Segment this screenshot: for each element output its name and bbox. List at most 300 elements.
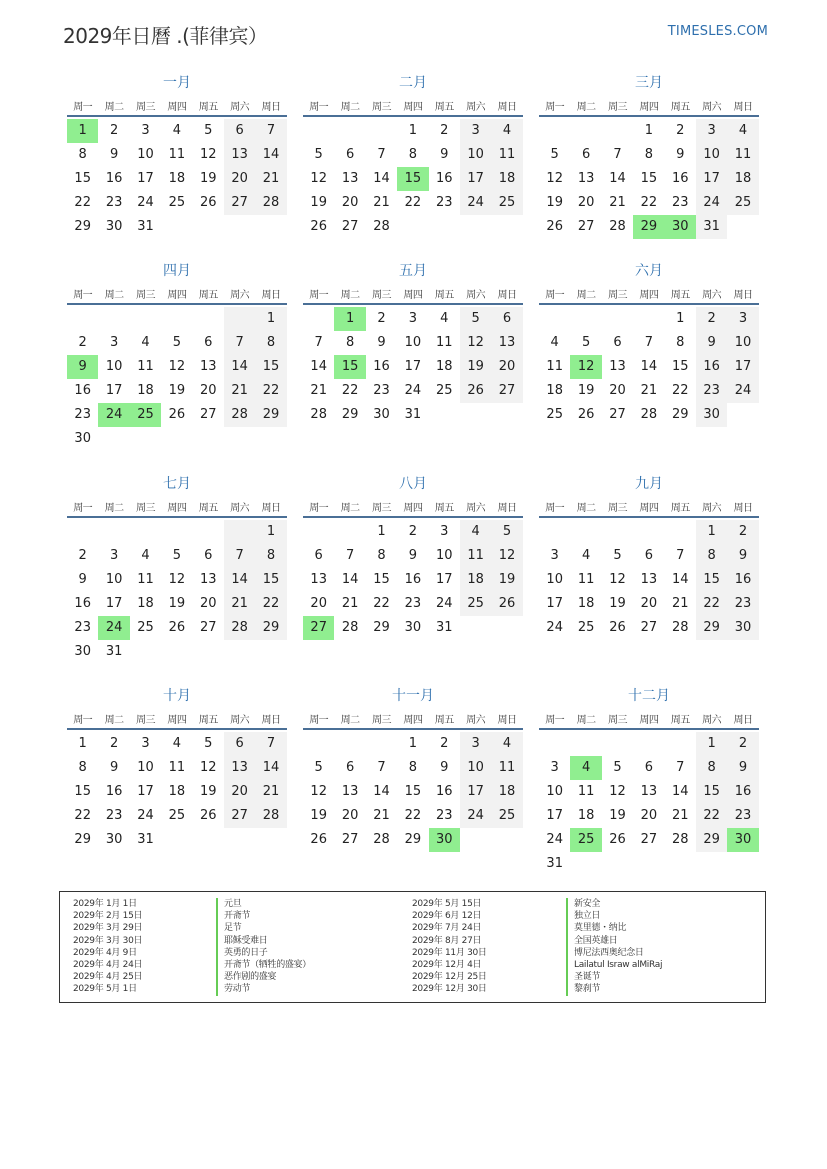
day-cell[interactable]: 19 bbox=[546, 195, 563, 210]
day-cell[interactable]: 28 bbox=[341, 620, 359, 635]
day-cell[interactable]: 13 bbox=[577, 171, 595, 186]
day-cell[interactable]: 26 bbox=[460, 379, 491, 403]
day-cell[interactable]: 6 bbox=[314, 548, 323, 563]
day-cell[interactable]: 3 bbox=[550, 760, 559, 775]
day-cell[interactable]: 17 bbox=[105, 383, 123, 398]
day-cell[interactable]: 18 bbox=[137, 383, 154, 398]
day-cell[interactable]: 1 bbox=[696, 520, 727, 544]
day-cell[interactable]: 19 bbox=[168, 383, 186, 398]
day-cell[interactable]: 28 bbox=[255, 804, 286, 828]
day-cell[interactable]: 24 bbox=[404, 383, 422, 398]
day-cell[interactable]: 2 bbox=[676, 123, 685, 138]
day-cell[interactable]: 9 bbox=[440, 760, 449, 775]
day-cell[interactable]: 31 bbox=[137, 832, 154, 847]
day-cell[interactable]: 10 bbox=[404, 335, 422, 350]
day-cell[interactable]: 20 bbox=[310, 596, 327, 611]
day-cell[interactable]: 13 bbox=[491, 331, 522, 355]
day-cell[interactable]: 7 bbox=[676, 548, 685, 563]
day-cell[interactable]: 9 bbox=[78, 572, 87, 587]
day-cell[interactable]: 5 bbox=[204, 123, 213, 138]
day-cell[interactable]: 27 bbox=[199, 407, 217, 422]
day-cell[interactable]: 20 bbox=[640, 808, 658, 823]
day-cell[interactable]: 13 bbox=[609, 359, 626, 374]
day-cell[interactable]: 10 bbox=[105, 572, 123, 587]
day-cell[interactable]: 4 bbox=[440, 311, 449, 326]
day-cell[interactable]: 11 bbox=[168, 760, 186, 775]
day-cell[interactable]: 18 bbox=[727, 167, 758, 191]
day-cell[interactable]: 25 bbox=[168, 808, 186, 823]
day-cell[interactable]: 21 bbox=[373, 195, 390, 210]
day-cell[interactable]: 8 bbox=[377, 548, 386, 563]
day-cell[interactable]: 16 bbox=[373, 359, 390, 374]
day-cell[interactable]: 9 bbox=[109, 760, 119, 775]
day-cell[interactable]: 15 bbox=[640, 171, 658, 186]
day-cell[interactable]: 23 bbox=[435, 195, 453, 210]
day-cell[interactable]: 19 bbox=[310, 808, 327, 823]
day-cell[interactable]: 11 bbox=[577, 572, 595, 587]
day-cell[interactable]: 27 bbox=[609, 407, 626, 422]
day-cell[interactable]: 30 bbox=[404, 620, 422, 635]
day-cell[interactable]: 23 bbox=[727, 804, 758, 828]
day-cell[interactable]: 3 bbox=[550, 548, 559, 563]
day-cell[interactable]: 10 bbox=[460, 143, 491, 167]
holiday-day-cell[interactable]: 27 bbox=[303, 616, 334, 640]
day-cell[interactable]: 29 bbox=[696, 616, 727, 640]
day-cell[interactable]: 12 bbox=[199, 147, 217, 162]
day-cell[interactable]: 3 bbox=[440, 524, 449, 539]
day-cell[interactable]: 20 bbox=[224, 167, 255, 191]
holiday-day-cell[interactable]: 30 bbox=[429, 828, 460, 852]
day-cell[interactable]: 13 bbox=[224, 143, 255, 167]
day-cell[interactable]: 4 bbox=[727, 119, 758, 143]
day-cell[interactable]: 7 bbox=[224, 331, 255, 355]
day-cell[interactable]: 23 bbox=[435, 808, 453, 823]
day-cell[interactable]: 3 bbox=[460, 732, 491, 756]
day-cell[interactable]: 21 bbox=[640, 383, 658, 398]
day-cell[interactable]: 22 bbox=[640, 195, 658, 210]
site-link[interactable]: TIMESLES.COM bbox=[667, 24, 768, 39]
day-cell[interactable]: 30 bbox=[74, 431, 91, 446]
day-cell[interactable]: 21 bbox=[310, 383, 327, 398]
day-cell[interactable]: 5 bbox=[314, 760, 323, 775]
day-cell[interactable]: 30 bbox=[373, 407, 390, 422]
day-cell[interactable]: 26 bbox=[491, 592, 522, 616]
day-cell[interactable]: 27 bbox=[341, 832, 359, 847]
day-cell[interactable]: 20 bbox=[609, 383, 626, 398]
day-cell[interactable]: 16 bbox=[435, 171, 453, 186]
day-cell[interactable]: 7 bbox=[224, 544, 255, 568]
day-cell[interactable]: 21 bbox=[224, 592, 255, 616]
day-cell[interactable]: 5 bbox=[204, 736, 213, 751]
day-cell[interactable]: 14 bbox=[671, 784, 689, 799]
day-cell[interactable]: 11 bbox=[727, 143, 758, 167]
day-cell[interactable]: 12 bbox=[609, 784, 626, 799]
day-cell[interactable]: 8 bbox=[255, 331, 286, 355]
day-cell[interactable]: 10 bbox=[460, 756, 491, 780]
day-cell[interactable]: 4 bbox=[491, 732, 522, 756]
day-cell[interactable]: 15 bbox=[255, 355, 286, 379]
day-cell[interactable]: 21 bbox=[224, 379, 255, 403]
day-cell[interactable]: 9 bbox=[377, 335, 386, 350]
day-cell[interactable]: 27 bbox=[577, 219, 595, 234]
day-cell[interactable]: 5 bbox=[581, 335, 591, 350]
day-cell[interactable]: 18 bbox=[577, 596, 595, 611]
day-cell[interactable]: 16 bbox=[727, 780, 758, 804]
day-cell[interactable]: 22 bbox=[671, 383, 689, 398]
day-cell[interactable]: 16 bbox=[727, 568, 758, 592]
day-cell[interactable]: 12 bbox=[546, 171, 563, 186]
day-cell[interactable]: 9 bbox=[440, 147, 449, 162]
day-cell[interactable]: 31 bbox=[435, 620, 453, 635]
day-cell[interactable]: 8 bbox=[696, 544, 727, 568]
day-cell[interactable]: 16 bbox=[435, 784, 453, 799]
day-cell[interactable]: 24 bbox=[546, 832, 563, 847]
day-cell[interactable]: 25 bbox=[577, 620, 595, 635]
day-cell[interactable]: 5 bbox=[550, 147, 559, 162]
day-cell[interactable]: 29 bbox=[696, 828, 727, 852]
day-cell[interactable]: 11 bbox=[168, 147, 186, 162]
day-cell[interactable]: 14 bbox=[671, 572, 689, 587]
day-cell[interactable]: 25 bbox=[137, 620, 154, 635]
day-cell[interactable]: 1 bbox=[78, 736, 87, 751]
day-cell[interactable]: 7 bbox=[314, 335, 323, 350]
holiday-day-cell[interactable]: 25 bbox=[570, 828, 601, 852]
holiday-day-cell[interactable]: 1 bbox=[334, 307, 365, 331]
day-cell[interactable]: 2 bbox=[727, 732, 758, 756]
day-cell[interactable]: 20 bbox=[640, 596, 658, 611]
day-cell[interactable]: 14 bbox=[341, 572, 359, 587]
day-cell[interactable]: 4 bbox=[460, 520, 491, 544]
day-cell[interactable]: 26 bbox=[168, 620, 186, 635]
day-cell[interactable]: 12 bbox=[310, 784, 327, 799]
holiday-day-cell[interactable]: 9 bbox=[67, 355, 98, 379]
day-cell[interactable]: 27 bbox=[640, 620, 658, 635]
day-cell[interactable]: 17 bbox=[137, 171, 154, 186]
day-cell[interactable]: 20 bbox=[577, 195, 595, 210]
day-cell[interactable]: 29 bbox=[404, 832, 422, 847]
day-cell[interactable]: 17 bbox=[696, 167, 727, 191]
day-cell[interactable]: 19 bbox=[609, 596, 626, 611]
day-cell[interactable]: 10 bbox=[696, 143, 727, 167]
day-cell[interactable]: 16 bbox=[404, 572, 422, 587]
day-cell[interactable]: 2 bbox=[696, 307, 727, 331]
day-cell[interactable]: 11 bbox=[137, 572, 154, 587]
day-cell[interactable]: 3 bbox=[109, 548, 119, 563]
day-cell[interactable]: 18 bbox=[577, 808, 595, 823]
day-cell[interactable]: 13 bbox=[199, 359, 217, 374]
day-cell[interactable]: 10 bbox=[105, 359, 123, 374]
day-cell[interactable]: 22 bbox=[255, 592, 286, 616]
day-cell[interactable]: 6 bbox=[204, 548, 213, 563]
day-cell[interactable]: 23 bbox=[105, 808, 123, 823]
day-cell[interactable]: 23 bbox=[727, 592, 758, 616]
day-cell[interactable]: 1 bbox=[676, 311, 685, 326]
day-cell[interactable]: 28 bbox=[373, 832, 390, 847]
day-cell[interactable]: 26 bbox=[310, 832, 327, 847]
day-cell[interactable]: 6 bbox=[345, 147, 355, 162]
day-cell[interactable]: 13 bbox=[310, 572, 327, 587]
day-cell[interactable]: 1 bbox=[644, 123, 653, 138]
day-cell[interactable]: 15 bbox=[404, 784, 422, 799]
day-cell[interactable]: 20 bbox=[491, 355, 522, 379]
day-cell[interactable]: 18 bbox=[491, 167, 522, 191]
day-cell[interactable]: 5 bbox=[172, 548, 181, 563]
day-cell[interactable]: 22 bbox=[696, 592, 727, 616]
day-cell[interactable]: 22 bbox=[373, 596, 390, 611]
day-cell[interactable]: 11 bbox=[460, 544, 491, 568]
day-cell[interactable]: 5 bbox=[491, 520, 522, 544]
day-cell[interactable]: 20 bbox=[224, 780, 255, 804]
day-cell[interactable]: 3 bbox=[696, 119, 727, 143]
day-cell[interactable]: 25 bbox=[727, 191, 758, 215]
day-cell[interactable]: 26 bbox=[310, 219, 327, 234]
day-cell[interactable]: 5 bbox=[613, 548, 622, 563]
day-cell[interactable]: 20 bbox=[199, 596, 217, 611]
day-cell[interactable]: 18 bbox=[168, 784, 186, 799]
day-cell[interactable]: 24 bbox=[460, 191, 491, 215]
day-cell[interactable]: 25 bbox=[491, 191, 522, 215]
day-cell[interactable]: 14 bbox=[640, 359, 658, 374]
day-cell[interactable]: 19 bbox=[168, 596, 186, 611]
day-cell[interactable]: 2 bbox=[78, 335, 87, 350]
day-cell[interactable]: 14 bbox=[255, 756, 286, 780]
day-cell[interactable]: 5 bbox=[172, 335, 181, 350]
day-cell[interactable]: 30 bbox=[727, 616, 758, 640]
day-cell[interactable]: 31 bbox=[696, 215, 727, 239]
day-cell[interactable]: 7 bbox=[377, 147, 386, 162]
day-cell[interactable]: 13 bbox=[341, 784, 359, 799]
day-cell[interactable]: 6 bbox=[224, 732, 255, 756]
day-cell[interactable]: 3 bbox=[141, 736, 150, 751]
day-cell[interactable]: 17 bbox=[435, 572, 453, 587]
day-cell[interactable]: 13 bbox=[640, 572, 658, 587]
day-cell[interactable]: 8 bbox=[408, 760, 417, 775]
day-cell[interactable]: 19 bbox=[199, 784, 217, 799]
day-cell[interactable]: 24 bbox=[460, 804, 491, 828]
day-cell[interactable]: 29 bbox=[74, 832, 91, 847]
day-cell[interactable]: 9 bbox=[727, 544, 758, 568]
day-cell[interactable]: 8 bbox=[255, 544, 286, 568]
day-cell[interactable]: 6 bbox=[644, 760, 653, 775]
day-cell[interactable]: 16 bbox=[671, 171, 689, 186]
holiday-day-cell[interactable]: 12 bbox=[570, 355, 601, 379]
day-cell[interactable]: 17 bbox=[727, 355, 758, 379]
day-cell[interactable]: 16 bbox=[105, 784, 123, 799]
day-cell[interactable]: 13 bbox=[640, 784, 658, 799]
day-cell[interactable]: 13 bbox=[341, 171, 359, 186]
holiday-day-cell[interactable]: 24 bbox=[98, 616, 129, 640]
day-cell[interactable]: 15 bbox=[671, 359, 689, 374]
day-cell[interactable]: 6 bbox=[345, 760, 355, 775]
day-cell[interactable]: 18 bbox=[460, 568, 491, 592]
day-cell[interactable]: 21 bbox=[255, 780, 286, 804]
day-cell[interactable]: 16 bbox=[696, 355, 727, 379]
day-cell[interactable]: 10 bbox=[435, 548, 453, 563]
day-cell[interactable]: 2 bbox=[727, 520, 758, 544]
day-cell[interactable]: 2 bbox=[109, 736, 119, 751]
day-cell[interactable]: 4 bbox=[141, 335, 150, 350]
day-cell[interactable]: 28 bbox=[671, 620, 689, 635]
day-cell[interactable]: 12 bbox=[310, 171, 327, 186]
day-cell[interactable]: 19 bbox=[577, 383, 595, 398]
day-cell[interactable]: 8 bbox=[345, 335, 355, 350]
day-cell[interactable]: 14 bbox=[609, 171, 626, 186]
day-cell[interactable]: 6 bbox=[644, 548, 653, 563]
day-cell[interactable]: 31 bbox=[546, 856, 563, 871]
day-cell[interactable]: 17 bbox=[105, 596, 123, 611]
day-cell[interactable]: 26 bbox=[199, 808, 217, 823]
day-cell[interactable]: 1 bbox=[255, 520, 286, 544]
day-cell[interactable]: 28 bbox=[224, 616, 255, 640]
day-cell[interactable]: 11 bbox=[577, 784, 595, 799]
day-cell[interactable]: 1 bbox=[408, 123, 417, 138]
day-cell[interactable]: 28 bbox=[310, 407, 327, 422]
day-cell[interactable]: 30 bbox=[105, 219, 123, 234]
day-cell[interactable]: 8 bbox=[78, 147, 87, 162]
day-cell[interactable]: 2 bbox=[78, 548, 87, 563]
day-cell[interactable]: 19 bbox=[491, 568, 522, 592]
day-cell[interactable]: 11 bbox=[546, 359, 563, 374]
day-cell[interactable]: 4 bbox=[581, 548, 591, 563]
day-cell[interactable]: 9 bbox=[676, 147, 685, 162]
day-cell[interactable]: 1 bbox=[377, 524, 386, 539]
day-cell[interactable]: 22 bbox=[74, 195, 91, 210]
day-cell[interactable]: 5 bbox=[314, 147, 323, 162]
day-cell[interactable]: 22 bbox=[74, 808, 91, 823]
day-cell[interactable]: 26 bbox=[609, 620, 626, 635]
day-cell[interactable]: 29 bbox=[373, 620, 390, 635]
day-cell[interactable]: 17 bbox=[546, 596, 563, 611]
day-cell[interactable]: 22 bbox=[341, 383, 359, 398]
day-cell[interactable]: 15 bbox=[74, 171, 91, 186]
day-cell[interactable]: 2 bbox=[440, 736, 449, 751]
day-cell[interactable]: 17 bbox=[546, 808, 563, 823]
day-cell[interactable]: 8 bbox=[408, 147, 417, 162]
day-cell[interactable]: 21 bbox=[341, 596, 359, 611]
day-cell[interactable]: 21 bbox=[255, 167, 286, 191]
day-cell[interactable]: 9 bbox=[727, 756, 758, 780]
day-cell[interactable]: 30 bbox=[696, 403, 727, 427]
holiday-day-cell[interactable]: 30 bbox=[727, 828, 758, 852]
day-cell[interactable]: 5 bbox=[460, 307, 491, 331]
day-cell[interactable]: 12 bbox=[168, 572, 186, 587]
day-cell[interactable]: 6 bbox=[204, 335, 213, 350]
day-cell[interactable]: 22 bbox=[255, 379, 286, 403]
day-cell[interactable]: 21 bbox=[671, 808, 689, 823]
day-cell[interactable]: 28 bbox=[671, 832, 689, 847]
day-cell[interactable]: 20 bbox=[199, 383, 217, 398]
day-cell[interactable]: 29 bbox=[671, 407, 689, 422]
day-cell[interactable]: 19 bbox=[609, 808, 626, 823]
day-cell[interactable]: 4 bbox=[172, 736, 181, 751]
day-cell[interactable]: 23 bbox=[105, 195, 123, 210]
day-cell[interactable]: 4 bbox=[550, 335, 559, 350]
day-cell[interactable]: 12 bbox=[609, 572, 626, 587]
day-cell[interactable]: 19 bbox=[199, 171, 217, 186]
day-cell[interactable]: 19 bbox=[460, 355, 491, 379]
day-cell[interactable]: 1 bbox=[408, 736, 417, 751]
day-cell[interactable]: 1 bbox=[255, 307, 286, 331]
day-cell[interactable]: 24 bbox=[727, 379, 758, 403]
day-cell[interactable]: 17 bbox=[404, 359, 422, 374]
day-cell[interactable]: 24 bbox=[137, 808, 154, 823]
day-cell[interactable]: 22 bbox=[404, 195, 422, 210]
day-cell[interactable]: 25 bbox=[491, 804, 522, 828]
day-cell[interactable]: 6 bbox=[581, 147, 591, 162]
day-cell[interactable]: 7 bbox=[676, 760, 685, 775]
day-cell[interactable]: 3 bbox=[109, 335, 119, 350]
day-cell[interactable]: 4 bbox=[141, 548, 150, 563]
day-cell[interactable]: 31 bbox=[137, 219, 154, 234]
day-cell[interactable]: 2 bbox=[109, 123, 119, 138]
day-cell[interactable]: 12 bbox=[168, 359, 186, 374]
day-cell[interactable]: 29 bbox=[341, 407, 359, 422]
day-cell[interactable]: 2 bbox=[440, 123, 449, 138]
day-cell[interactable]: 3 bbox=[460, 119, 491, 143]
day-cell[interactable]: 6 bbox=[491, 307, 522, 331]
day-cell[interactable]: 14 bbox=[373, 784, 390, 799]
holiday-day-cell[interactable]: 25 bbox=[130, 403, 161, 427]
day-cell[interactable]: 9 bbox=[109, 147, 119, 162]
day-cell[interactable]: 7 bbox=[644, 335, 653, 350]
day-cell[interactable]: 16 bbox=[74, 596, 91, 611]
day-cell[interactable]: 7 bbox=[613, 147, 622, 162]
holiday-day-cell[interactable]: 30 bbox=[665, 215, 696, 239]
day-cell[interactable]: 26 bbox=[546, 219, 563, 234]
day-cell[interactable]: 24 bbox=[137, 195, 154, 210]
day-cell[interactable]: 24 bbox=[546, 620, 563, 635]
day-cell[interactable]: 8 bbox=[696, 756, 727, 780]
day-cell[interactable]: 25 bbox=[168, 195, 186, 210]
day-cell[interactable]: 17 bbox=[460, 780, 491, 804]
day-cell[interactable]: 27 bbox=[640, 832, 658, 847]
day-cell[interactable]: 18 bbox=[168, 171, 186, 186]
day-cell[interactable]: 23 bbox=[696, 379, 727, 403]
day-cell[interactable]: 18 bbox=[435, 359, 453, 374]
day-cell[interactable]: 26 bbox=[577, 407, 595, 422]
day-cell[interactable]: 18 bbox=[137, 596, 154, 611]
day-cell[interactable]: 8 bbox=[78, 760, 87, 775]
day-cell[interactable]: 23 bbox=[671, 195, 689, 210]
day-cell[interactable]: 4 bbox=[172, 123, 181, 138]
day-cell[interactable]: 7 bbox=[255, 732, 286, 756]
day-cell[interactable]: 28 bbox=[373, 219, 390, 234]
day-cell[interactable]: 10 bbox=[546, 784, 563, 799]
day-cell[interactable]: 28 bbox=[609, 219, 626, 234]
day-cell[interactable]: 7 bbox=[255, 119, 286, 143]
day-cell[interactable]: 14 bbox=[224, 568, 255, 592]
day-cell[interactable]: 4 bbox=[491, 119, 522, 143]
holiday-day-cell[interactable]: 4 bbox=[570, 756, 601, 780]
day-cell[interactable]: 3 bbox=[141, 123, 150, 138]
day-cell[interactable]: 25 bbox=[460, 592, 491, 616]
day-cell[interactable]: 29 bbox=[74, 219, 91, 234]
day-cell[interactable]: 16 bbox=[105, 171, 123, 186]
holiday-day-cell[interactable]: 15 bbox=[334, 355, 365, 379]
day-cell[interactable]: 26 bbox=[609, 832, 626, 847]
day-cell[interactable]: 12 bbox=[199, 760, 217, 775]
day-cell[interactable]: 28 bbox=[224, 403, 255, 427]
day-cell[interactable]: 15 bbox=[696, 568, 727, 592]
day-cell[interactable]: 25 bbox=[435, 383, 453, 398]
holiday-day-cell[interactable]: 15 bbox=[397, 167, 428, 191]
day-cell[interactable]: 22 bbox=[404, 808, 422, 823]
day-cell[interactable]: 23 bbox=[74, 407, 91, 422]
day-cell[interactable]: 11 bbox=[435, 335, 453, 350]
day-cell[interactable]: 10 bbox=[546, 572, 563, 587]
day-cell[interactable]: 23 bbox=[74, 620, 91, 635]
day-cell[interactable]: 6 bbox=[613, 335, 622, 350]
